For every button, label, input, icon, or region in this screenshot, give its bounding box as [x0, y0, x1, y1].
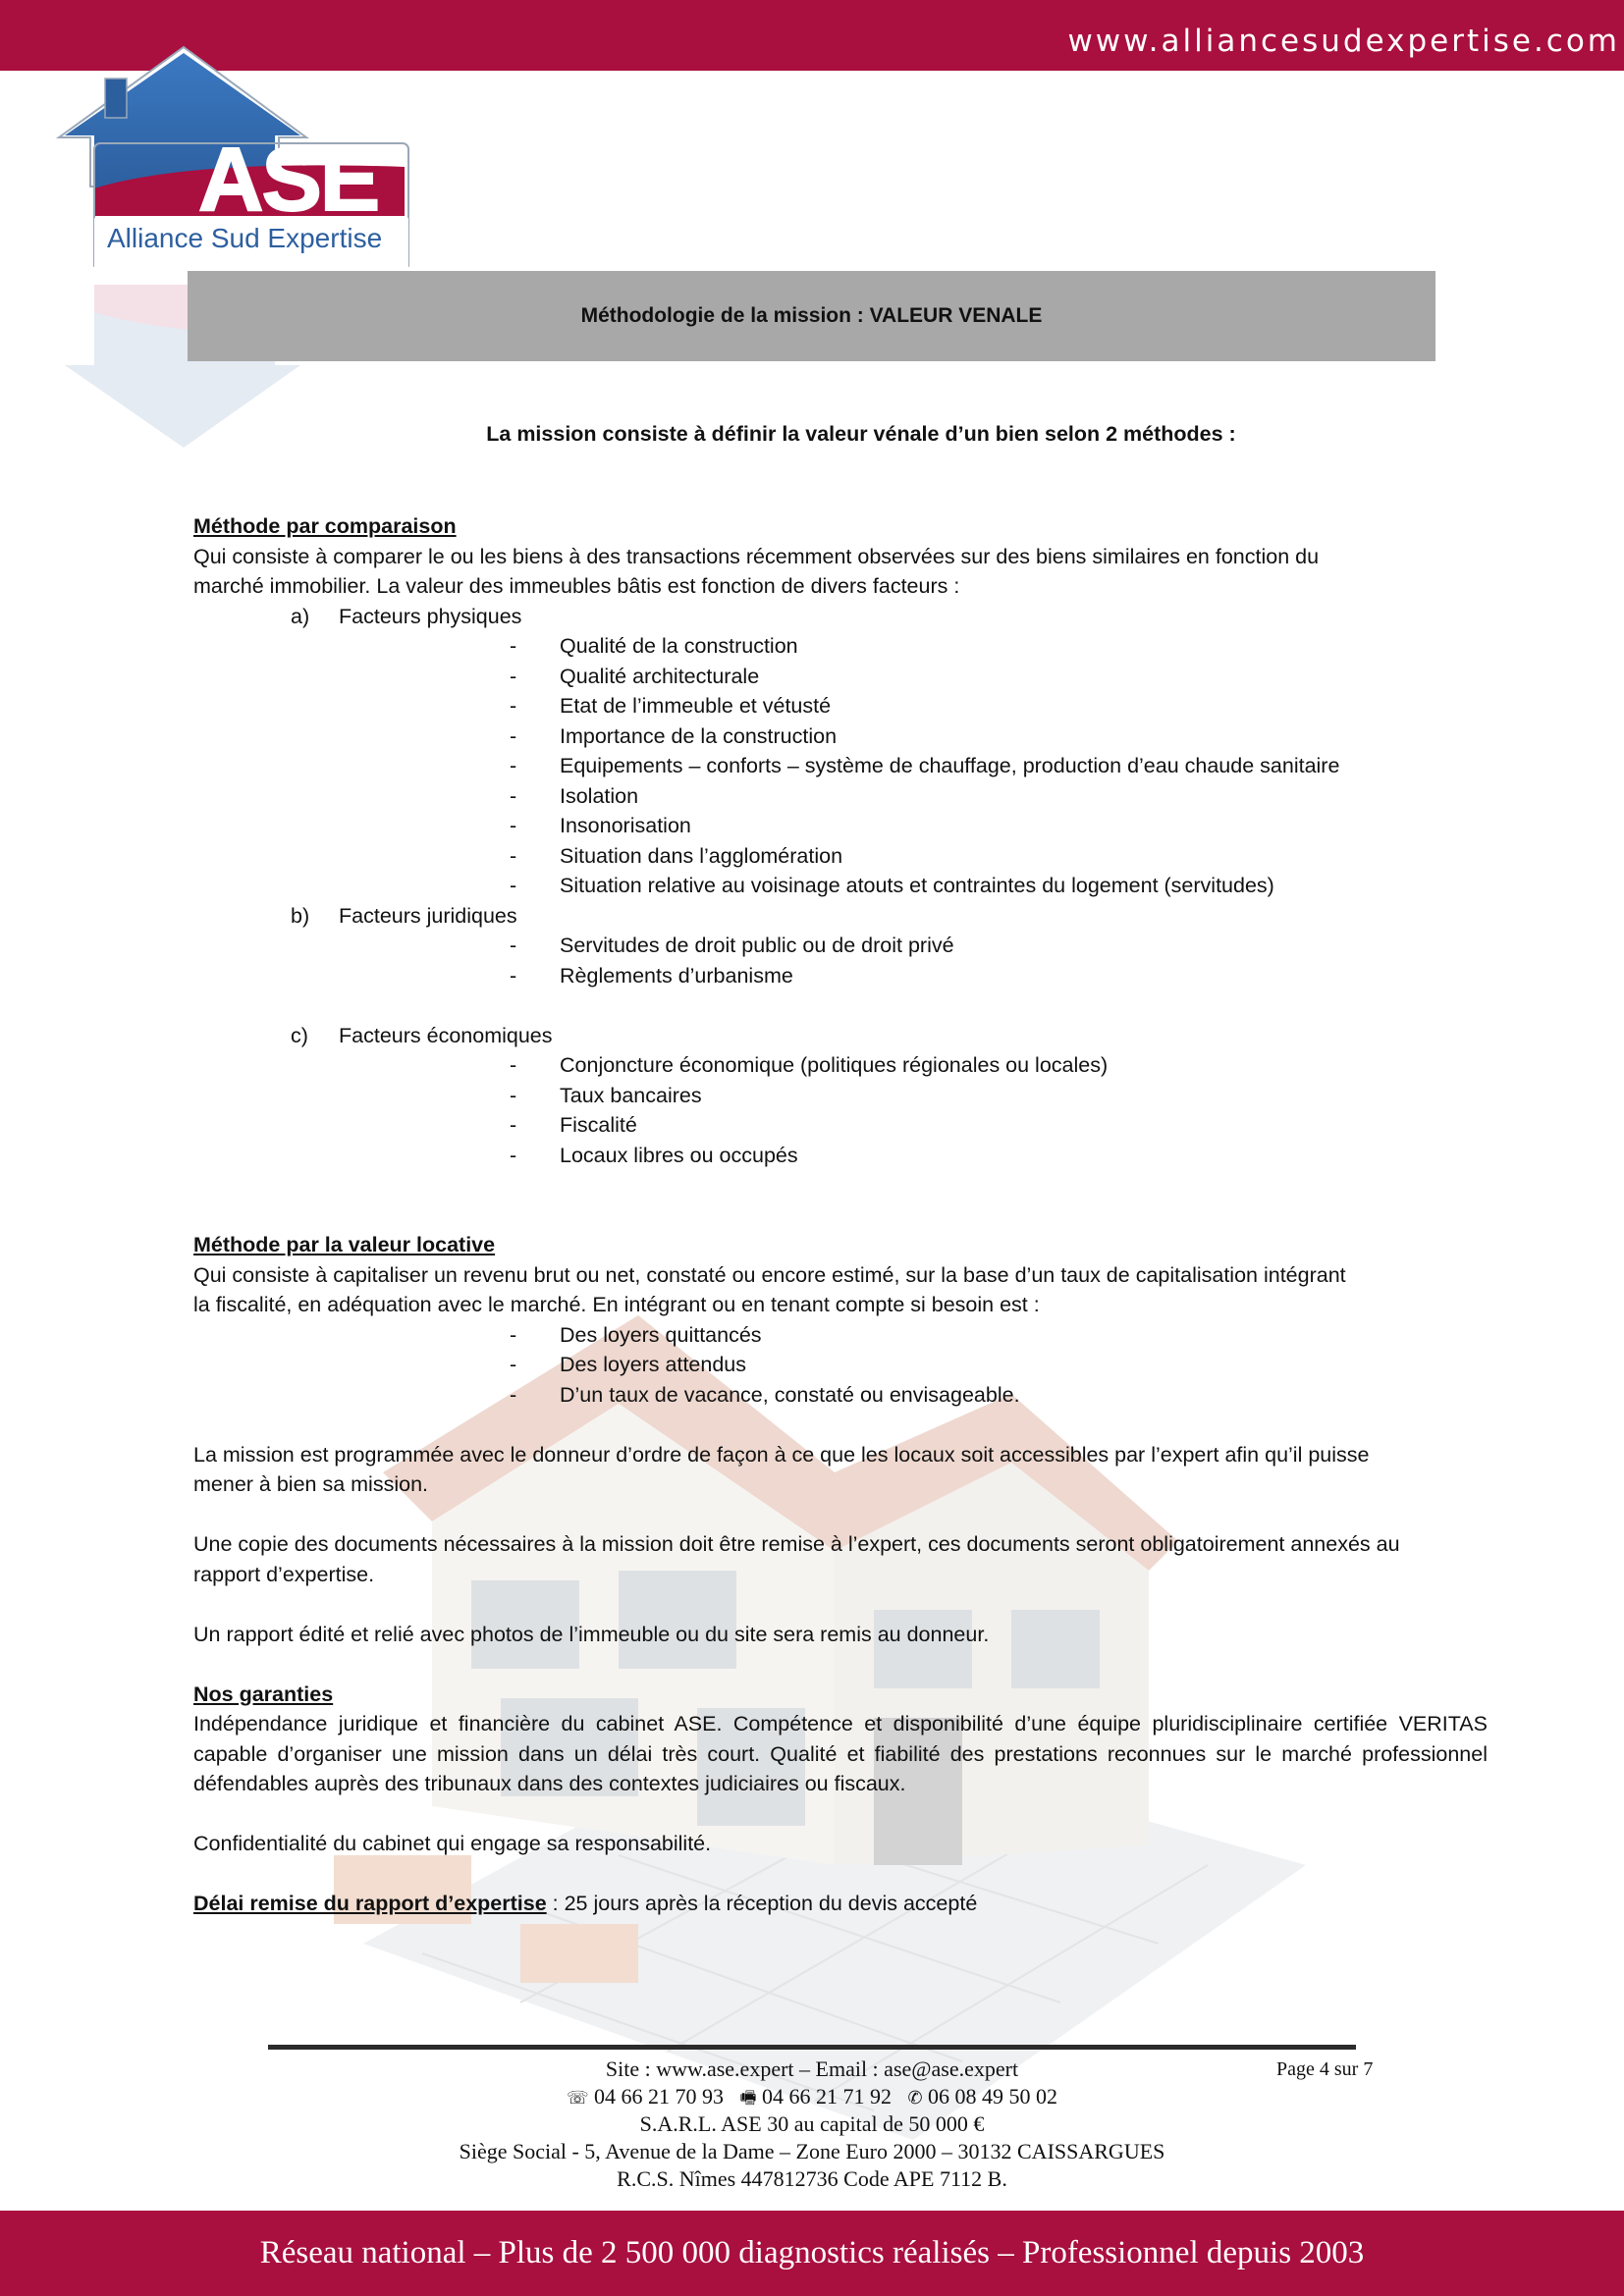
bullet-item [193, 1110, 1488, 1141]
footer-siege: Siège Social - 5, Avenue de la Dame – Zone Euro 2000 – 30132 CAISSARGUES [459, 2139, 1165, 2163]
list-title: Facteurs économiques [339, 1023, 553, 1047]
section-title: Méthodologie de la mission : VALEUR VENALE [580, 304, 1043, 327]
fax-number: 04 66 21 71 92 [761, 2084, 892, 2109]
list-title: Facteurs physiques [339, 604, 522, 628]
guarantees-paragraph: Indépendance juridique et financière du cabinet ASE. Compétence et disponibilité d’une équipe pluridisciplinaire certifiée VERITAS capable d’organiser une mission dans un délai très court. Qualité et fiabilité des prestations reconnues sur le marché professionnel défendables auprès des tribunaux dans des contextes judiciaires ou fiscaux. [193, 1712, 1488, 1795]
document-body [193, 511, 1488, 1919]
bullet-text: Situation relative au voisinage atouts et contraintes du logement (servitudes) [560, 874, 1274, 897]
bullet-text: Taux bancaires [560, 1083, 702, 1107]
bullet-item [193, 871, 1488, 901]
comparison-heading: Méthode par comparaison [193, 514, 457, 538]
bullet-text: Des loyers attendus [560, 1353, 747, 1376]
bullet-text: Conjoncture économique (politiques régionales ou locales) [560, 1053, 1109, 1077]
logo-tagline: Alliance Sud Expertise [107, 223, 383, 253]
mobile-icon: ✆ [907, 2088, 923, 2109]
bullet-item [193, 1350, 1488, 1380]
dash: - [510, 1053, 517, 1077]
bullet-item [193, 1141, 1488, 1171]
rental-heading: Méthode par la valeur locative [193, 1233, 496, 1256]
bullet-item [193, 1050, 1488, 1081]
bullet-item [193, 811, 1488, 841]
report-paragraph: Un rapport édité et relié avec photos de l’immeuble ou du site sera remis au donneur. [193, 1622, 990, 1646]
bullet-text: Qualité architecturale [560, 664, 760, 688]
mobile-number: 06 08 49 50 02 [928, 2084, 1058, 2109]
bullet-text: Qualité de la construction [560, 634, 798, 658]
dash: - [510, 664, 517, 688]
fax-icon: 🖷 [739, 2088, 757, 2109]
delay-text: : 25 jours après la réception du devis accepté [546, 1892, 978, 1915]
bullet-text: Servitudes de droit public ou de droit privé [560, 934, 954, 957]
dash: - [510, 754, 517, 777]
bottom-banner-text: Réseau national – Plus de 2 500 000 diagnostics réalisés – Professionnel depuis 2003 [259, 2235, 1365, 2270]
intro-statement: La mission consiste à définir la valeur vénale d’un bien selon 2 méthodes : [486, 422, 1236, 446]
bullet-text: Equipements – conforts – système de chauffage, production d’eau chaude sanitaire [560, 754, 1340, 777]
dash: - [510, 1113, 517, 1137]
footer-rule [268, 2045, 1356, 2050]
bottom-banner [0, 2211, 1624, 2296]
comparison-para-line: Qui consiste à comparer le ou les biens à des transactions récemment observées sur des biens similaires en fonction du [193, 544, 1320, 568]
bullet-item [193, 931, 1488, 961]
confidentiality-paragraph: Confidentialité du cabinet qui engage sa responsabilité. [193, 1832, 712, 1855]
bullet-item [193, 1320, 1488, 1351]
dash: - [510, 814, 517, 837]
mission-paragraph-line: mener à bien sa mission. [193, 1472, 428, 1496]
bullet-text: Situation dans l’agglomération [560, 843, 843, 868]
bullet-text: Des loyers quittancés [560, 1322, 762, 1347]
dash: - [510, 634, 517, 658]
bullet-text: Règlements d’urbanisme [560, 963, 793, 988]
bullet-item [193, 631, 1488, 662]
dash: - [510, 1382, 517, 1407]
page-number: Page 4 sur 7 [1276, 2058, 1374, 2080]
dash: - [510, 874, 517, 897]
bullet-item [193, 1380, 1488, 1411]
delay-paragraph [193, 1889, 1488, 1919]
bullet-item [193, 662, 1488, 692]
bullet-item [193, 751, 1488, 781]
list-title: Facteurs juridiques [339, 903, 517, 928]
bullet-item [193, 721, 1488, 752]
bullet-item [193, 961, 1488, 991]
bullet-text: Insonorisation [560, 814, 691, 837]
dash: - [510, 694, 517, 718]
dash: - [510, 934, 517, 957]
bullet-item [193, 1081, 1488, 1111]
section-title-band [188, 271, 1435, 361]
bullet-item [193, 841, 1488, 872]
rental-para-line: la fiscalité, en adéquation avec le marché. En intégrant ou en tenant compte si besoin est : [193, 1293, 1040, 1316]
list-label: a) [291, 604, 310, 628]
logo-text-group [51, 41, 424, 257]
bullet-text: Etat de l’immeuble et vétusté [560, 694, 832, 718]
dash: - [510, 1143, 517, 1167]
footer-phones [0, 2083, 1624, 2112]
legal-factors-item [193, 901, 1488, 932]
copy-paragraph-line: Une copie des documents nécessaires à la mission doit être remise à l’expert, ces documents seront obligatoirement annexés au [193, 1532, 1400, 1556]
guarantees-heading: Nos garanties [193, 1682, 334, 1706]
copy-paragraph-line: rapport d’expertise. [193, 1562, 375, 1586]
footer-rcs: R.C.S. Nîmes 447812736 Code APE 7112 B. [617, 2166, 1007, 2191]
bullet-text: Fiscalité [560, 1113, 637, 1137]
comparison-para-line: marché immobilier. La valeur des immeubles bâtis est fonction de divers facteurs : [193, 574, 960, 598]
mission-paragraph-line: La mission est programmée avec le donneur d’ordre de façon à ce que les locaux soit accessibles par l’expert afin qu’il puisse [193, 1442, 1370, 1467]
bullet-text: Importance de la construction [560, 723, 838, 748]
footer-sarl: S.A.R.L. ASE 30 au capital de 50 000 € [639, 2111, 985, 2136]
dash: - [510, 1322, 517, 1347]
dash: - [510, 1083, 517, 1107]
bullet-item [193, 691, 1488, 721]
logo-letters: ASE [198, 130, 379, 230]
bullet-item [193, 781, 1488, 812]
dash: - [510, 783, 517, 808]
dash: - [510, 843, 517, 868]
physical-factors-item [193, 602, 1488, 632]
dash: - [510, 963, 517, 988]
footer-site-line: Site : www.ase.expert – Email : ase@ase.expert [605, 2056, 1019, 2081]
list-label: b) [291, 903, 310, 928]
bullet-text: D’un taux de vacance, constaté ou envisageable. [560, 1382, 1020, 1407]
bullet-text: Locaux libres ou occupés [560, 1143, 798, 1167]
dash: - [510, 723, 517, 748]
phone-number: 04 66 21 70 93 [593, 2084, 724, 2109]
economic-factors-item [193, 1021, 1488, 1051]
bullet-text: Isolation [560, 783, 639, 808]
phone-icon: ☏ [566, 2088, 589, 2109]
delay-label: Délai remise du rapport d’expertise [193, 1892, 547, 1915]
dash: - [510, 1353, 517, 1376]
header-url[interactable]: www.alliancesudexpertise.com [1067, 24, 1620, 59]
list-label: c) [291, 1023, 308, 1047]
rental-para-line: Qui consiste à capitaliser un revenu brut ou net, constaté ou encore estimé, sur la base d’un taux de capitalisation intégrant [193, 1262, 1346, 1287]
